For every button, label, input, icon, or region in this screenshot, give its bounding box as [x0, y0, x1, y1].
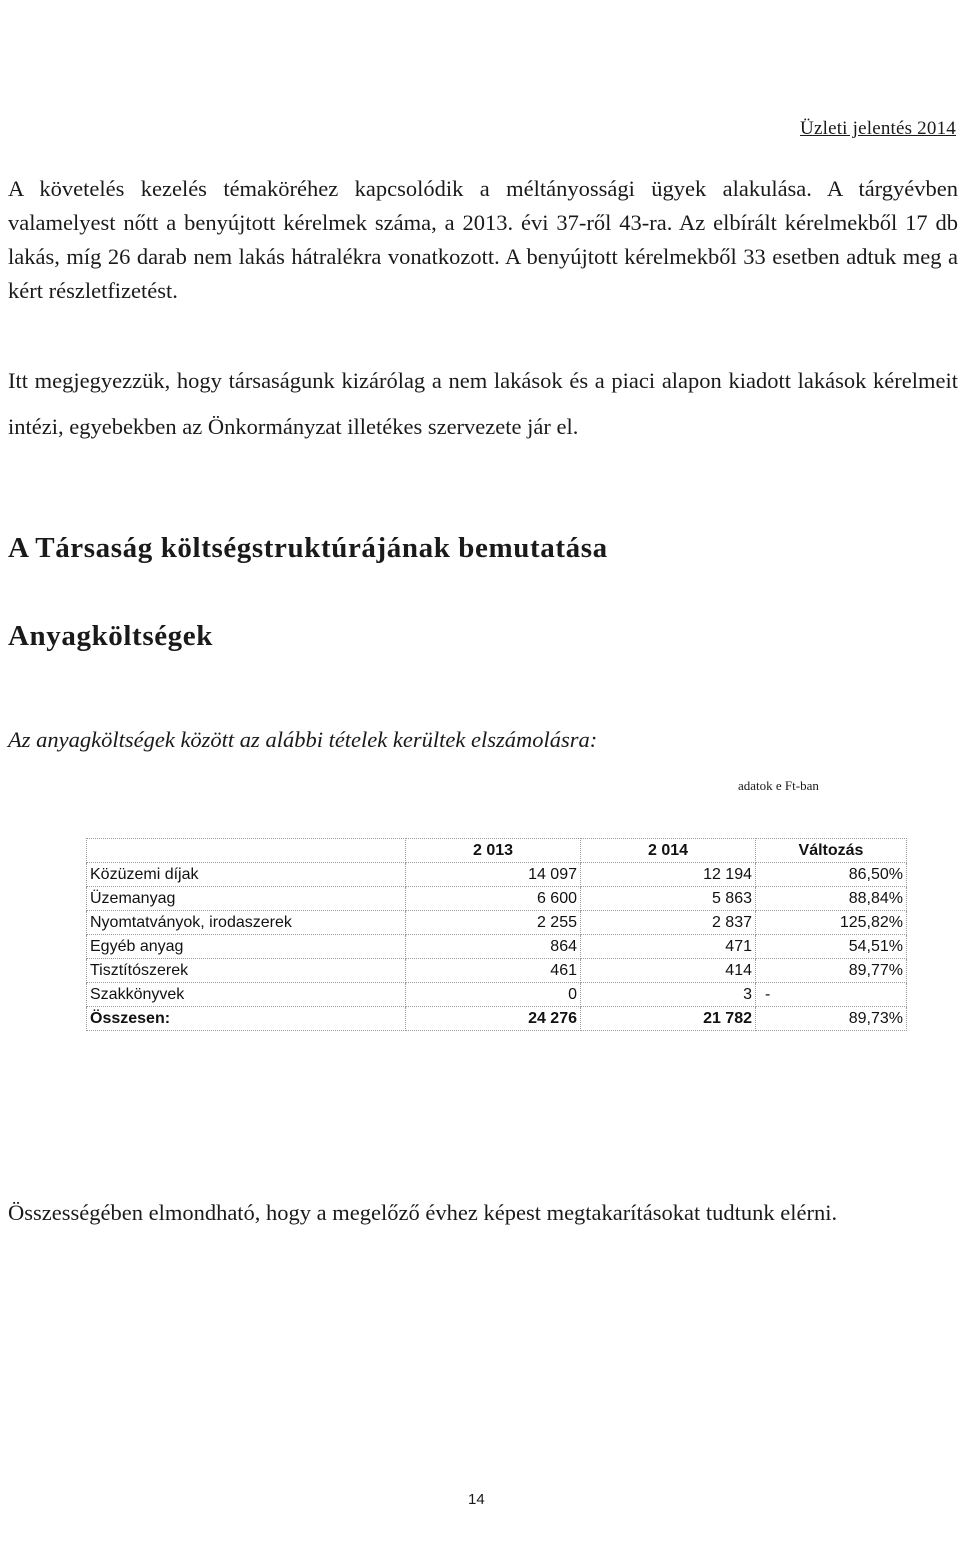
- row-change: 88,84%: [756, 887, 907, 911]
- paragraph-summary: Összességében elmondható, hogy a megelőző évhez képest megtakarításokat tudtunk elérni.: [8, 1200, 838, 1225]
- row-name: Közüzemi díjak: [87, 863, 406, 887]
- table-row: [87, 911, 907, 935]
- row-name: Egyéb anyag: [87, 935, 406, 959]
- row-name: Üzemanyag: [87, 887, 406, 911]
- row-year1: 0: [406, 983, 581, 1007]
- table-intro: Az anyagköltségek között az alábbi tételek kerültek elszámolásra:: [8, 727, 598, 752]
- table-header-row: [87, 839, 907, 863]
- header-name: [87, 839, 406, 863]
- paragraph-claims: A követelés kezelés témaköréhez kapcsolódik a méltányossági ügyek alakulása. A tárgyévben valamelyest nőtt a benyújtott kérelmek száma, a 2013. évi 37-ről 43-ra. Az elbírált kérelmekből 17 db lakás, míg 26 darab nem lakás hátralékra vonatkozott. A benyújtott kérelmekből 33 esetben adtuk meg a kért részletfizetést.: [8, 176, 958, 303]
- row-year1: 461: [406, 959, 581, 983]
- subsection-title: Anyagköltségek: [8, 620, 213, 652]
- row-change: -: [756, 983, 907, 1007]
- page-number: 14: [468, 1491, 485, 1508]
- row-year1: 2 255: [406, 911, 581, 935]
- row-year1: 864: [406, 935, 581, 959]
- row-name: Nyomtatványok, irodaszerek: [87, 911, 406, 935]
- paragraph-note: Itt megjegyezzük, hogy társaságunk kizárólag a nem lakások és a piaci alapon kiadott lakások kérelmeit intézi, egyebekben az Önkormányzat illetékes szervezete jár el.: [8, 368, 958, 439]
- row-year2: 2 837: [581, 911, 756, 935]
- row-change: 86,50%: [756, 863, 907, 887]
- table-row: [87, 983, 907, 1007]
- row-name: Szakkönyvek: [87, 983, 406, 1007]
- total-year1: 24 276: [406, 1007, 581, 1031]
- row-year2: 471: [581, 935, 756, 959]
- row-year2: 5 863: [581, 887, 756, 911]
- material-costs-table: [86, 838, 907, 1031]
- row-year2: 414: [581, 959, 756, 983]
- table-row: [87, 887, 907, 911]
- header-change: Változás: [756, 839, 907, 863]
- header-year-2014: 2 014: [581, 839, 756, 863]
- table-row: [87, 863, 907, 887]
- row-year2: 12 194: [581, 863, 756, 887]
- total-year2: 21 782: [581, 1007, 756, 1031]
- table-total-row: [87, 1007, 907, 1031]
- unit-note: adatok e Ft-ban: [738, 778, 819, 793]
- section-title: A Társaság költségstruktúrájának bemutatása: [8, 532, 608, 564]
- row-year2: 3: [581, 983, 756, 1007]
- row-year1: 6 600: [406, 887, 581, 911]
- total-change: 89,73%: [756, 1007, 907, 1031]
- table-row: [87, 959, 907, 983]
- row-change: 89,77%: [756, 959, 907, 983]
- row-change: 54,51%: [756, 935, 907, 959]
- header-year-2013: 2 013: [406, 839, 581, 863]
- row-name: Tisztítószerek: [87, 959, 406, 983]
- row-year1: 14 097: [406, 863, 581, 887]
- row-change: 125,82%: [756, 911, 907, 935]
- total-name: Összesen:: [87, 1007, 406, 1031]
- table-row: [87, 935, 907, 959]
- report-title-header: Üzleti jelentés 2014: [800, 118, 956, 139]
